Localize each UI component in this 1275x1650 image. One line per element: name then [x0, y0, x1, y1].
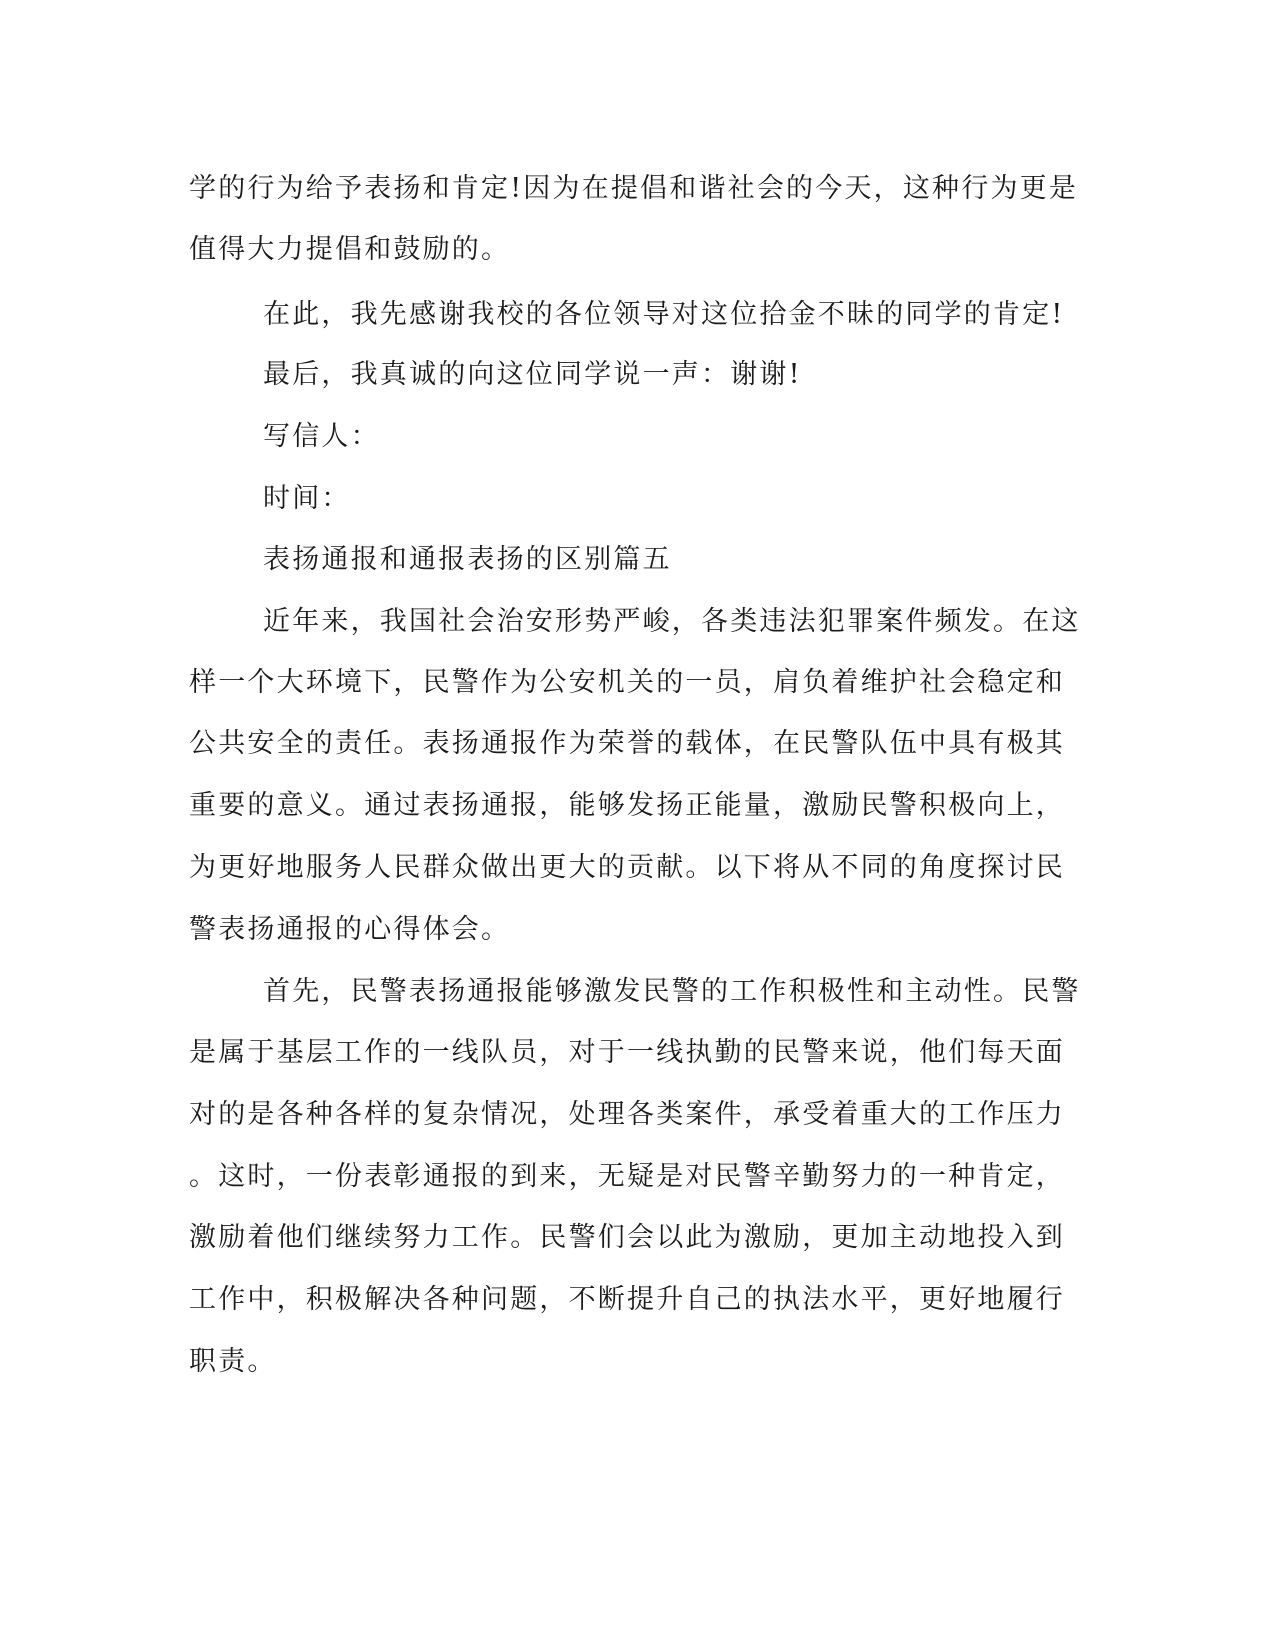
section-heading: 表扬通报和通报表扬的区别篇五 [263, 544, 672, 575]
text-line: 公共安全的责任。表扬通报作为荣誉的载体，在民警队伍中具有极其 [189, 728, 1065, 759]
text-line: 对的是各种各样的复杂情况，处理各类案件，承受着重大的工作压力 [189, 1099, 1065, 1130]
text-line: 为更好地服务人民群众做出更大的贡献。以下将从不同的角度探讨民 [189, 852, 1065, 883]
signature-label: 写信人： [263, 421, 380, 452]
text-line: 首先，民警表扬通报能够激发民警的工作积极性和主动性。民警 [263, 976, 1081, 1007]
text-line: 在此，我先感谢我校的各位领导对这位拾金不昧的同学的肯定! [263, 299, 1065, 330]
text-line: 。这时，一份表彰通报的到来，无疑是对民警辛勤努力的一种肯定， [189, 1161, 1065, 1192]
date-label: 时间： [263, 483, 351, 514]
text-line: 工作中，积极解决各种问题，不断提升自己的执法水平，更好地履行 [189, 1284, 1065, 1315]
text-line: 职责。 [189, 1346, 277, 1377]
text-line: 学的行为给予表扬和肯定!因为在提倡和谐社会的今天，这种行为更是 [189, 173, 1079, 204]
text-line: 重要的意义。通过表扬通报，能够发扬正能量，激励民警积极向上， [189, 790, 1065, 821]
text-line: 是属于基层工作的一线队员，对于一线执勤的民警来说，他们每天面 [189, 1037, 1065, 1068]
text-line: 近年来，我国社会治安形势严峻，各类违法犯罪案件频发。在这 [263, 606, 1081, 637]
text-line: 警表扬通报的心得体会。 [189, 914, 511, 945]
text-line: 激励着他们继续努力工作。民警们会以此为激励，更加主动地投入到 [189, 1222, 1065, 1253]
text-line: 样一个大环境下，民警作为公安机关的一员，肩负着维护社会稳定和 [189, 667, 1065, 698]
text-line: 最后，我真诚的向这位同学说一声：谢谢! [263, 359, 802, 390]
text-line: 值得大力提倡和鼓励的。 [189, 234, 511, 265]
